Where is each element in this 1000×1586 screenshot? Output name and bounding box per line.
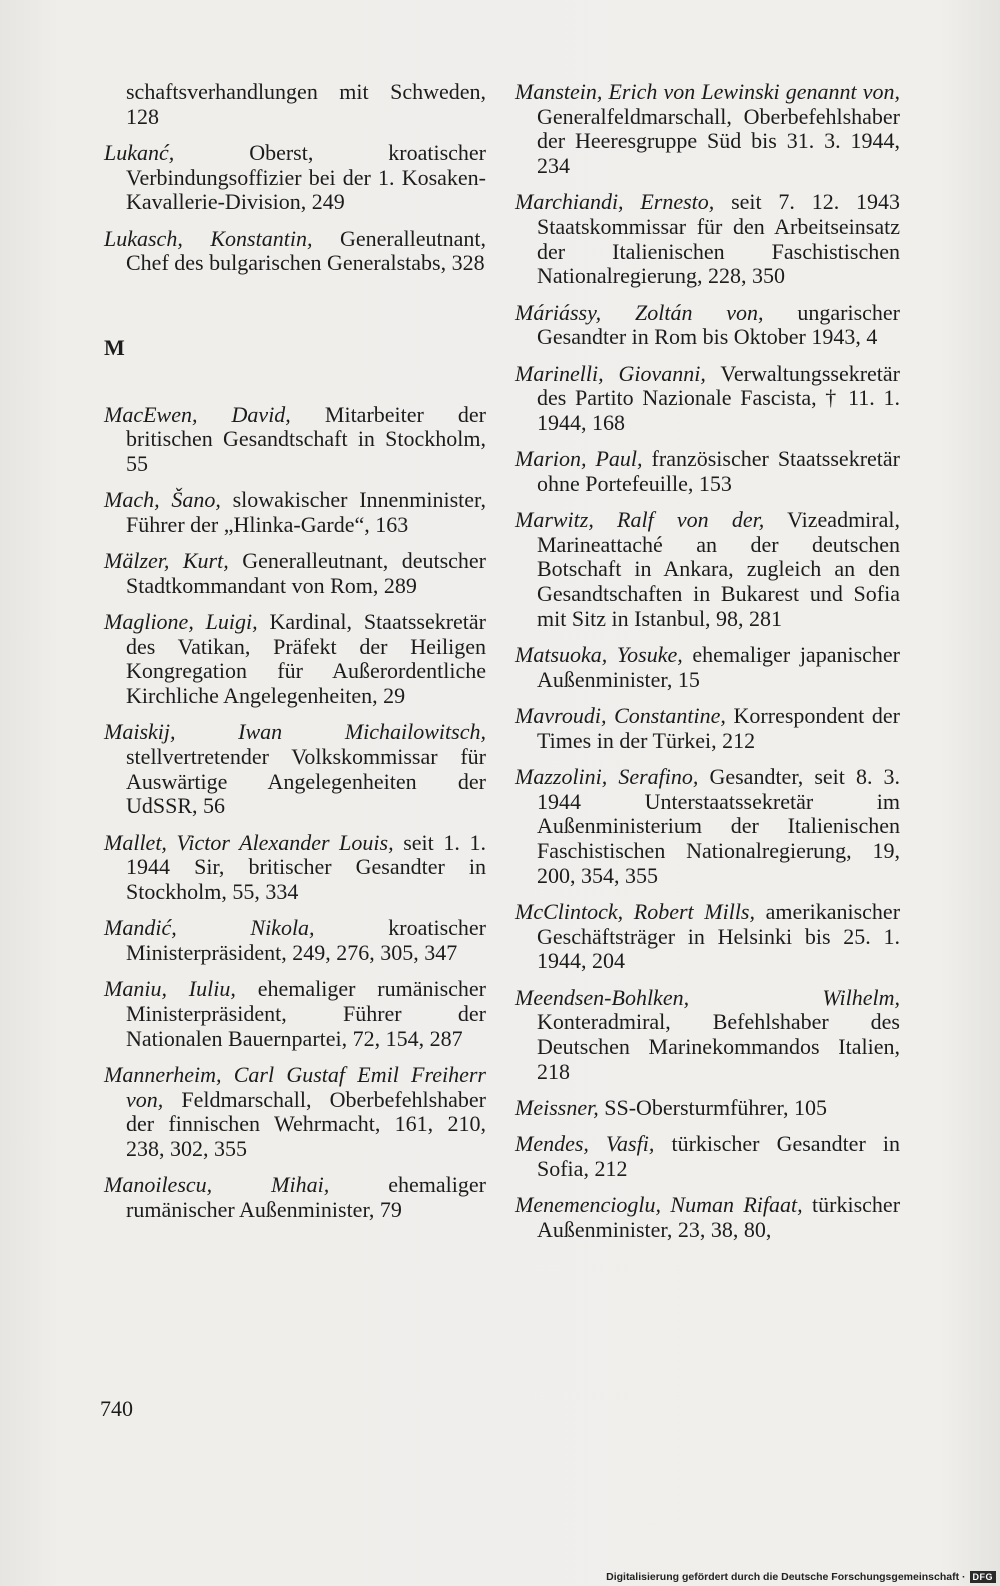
entry-description: amerikanischer Geschäftsträger in Helsinki bis 25. 1. 1944, 204	[537, 898, 901, 974]
entry-description: Verwaltungssekretär des Partito Nazionale Fascista, † 11. 1. 1944, 168	[537, 360, 901, 435]
entry-description: stellvertretender Volkskommissar für Auswärtige Angelegenheiten der UdSSR, 56	[126, 744, 486, 819]
index-entry	[104, 610, 486, 709]
index-column-right	[515, 80, 900, 1254]
entry-name: Mannerheim, Carl Gustaf Emil Freiherr von,	[104, 1061, 486, 1112]
entry-name: Lukasch, Konstantin,	[104, 225, 313, 251]
entry-name: Manstein, Erich von Lewinski genannt von,	[515, 79, 900, 104]
entry-description: Feldmarschall, Oberbefehlshaber der finnischen Wehrmacht, 161, 210, 238, 302, 355	[126, 1086, 487, 1161]
entry-name: Lukanć,	[104, 139, 175, 165]
entry-name: Mandić, Nikola,	[104, 915, 315, 941]
index-entry	[104, 549, 486, 598]
entry-name: Meissner,	[515, 1094, 599, 1120]
entry-description: Generalfeldmarschall, Oberbefehlshaber der Heeresgruppe Süd bis 31. 3. 1944, 234	[537, 103, 900, 179]
entry-name: Mallet, Victor Alexander Louis,	[104, 829, 394, 855]
entry-description: Kardinal, Staatssekretär des Vatikan, Präfekt der Heiligen Kongregation für Außerordentliche Kirchliche Angelegenheiten, 29	[126, 609, 486, 709]
entry-name: Mach, Šano,	[104, 487, 221, 513]
index-entry	[515, 508, 900, 632]
entry-name: Mazzolini, Serafino,	[515, 763, 699, 789]
index-entry	[515, 900, 900, 974]
index-entry	[104, 916, 486, 965]
index-entry	[515, 704, 900, 753]
entry-name: Marion, Paul,	[515, 446, 643, 472]
entry-name: Maniu, Iuliu,	[104, 976, 236, 1002]
index-entry	[515, 765, 900, 889]
index-entry	[515, 643, 900, 692]
entry-description: Mitarbeiter der britischen Gesandtschaft in Stockholm, 55	[126, 401, 487, 477]
entry-description: slowakischer Innenminister, Führer der „Hlinka-Garde“, 163	[126, 487, 487, 537]
index-entry	[515, 1193, 900, 1242]
index-entry	[104, 977, 486, 1051]
entry-name: Marinelli, Giovanni,	[515, 360, 706, 386]
index-entry	[515, 190, 900, 289]
entry-description: Generalleutnant, Chef des bulgarischen Generalstabs, 328	[126, 225, 486, 276]
entry-description: Generalleutnant, deutscher Stadtkommandant von Rom, 289	[126, 548, 487, 598]
section-letter: M	[104, 334, 125, 360]
entry-description: ehemaliger japanischer Außenminister, 15	[537, 642, 900, 692]
entry-name: Mendes, Vasfi,	[515, 1131, 655, 1157]
entry-name: Menemencioglu, Numan Rifaat,	[515, 1191, 803, 1217]
entry-name: Meendsen-Bohlken, Wilhelm,	[515, 984, 900, 1010]
digitization-footer	[606, 1571, 996, 1583]
index-entry	[104, 141, 486, 215]
index-entry	[104, 403, 486, 477]
entry-name: Máriássy, Zoltán von,	[515, 299, 764, 325]
entry-text: schaftsverhandlungen mit Schweden, 128	[126, 79, 486, 129]
entry-description: ehemaliger rumänischer Außenminister, 79	[126, 1172, 486, 1222]
entry-description: kroatischer Ministerpräsident, 249, 276, 305, 347	[126, 915, 486, 965]
entry-name: Maiskij, Iwan Michailowitsch,	[104, 719, 486, 745]
index-entry	[104, 831, 486, 905]
entry-name: Maglione, Luigi,	[104, 609, 258, 635]
index-entry	[104, 1063, 486, 1162]
entry-name: McClintock, Robert Mills,	[515, 898, 755, 924]
entry-name: MacEwen, David,	[104, 401, 291, 427]
index-entry	[515, 362, 900, 436]
page-number: 740	[100, 1396, 133, 1421]
index-entry	[515, 301, 900, 350]
index-entry-continuation	[104, 80, 486, 129]
entry-description: türkischer Außenminister, 23, 38, 80,	[537, 1191, 901, 1242]
index-entry	[515, 1096, 900, 1121]
entry-description: Konteradmiral, Befehlshaber des Deutschen Marinekommandos Italien, 218	[537, 1009, 900, 1084]
entry-name: Marwitz, Ralf von der,	[515, 507, 765, 533]
entry-description: SS-Obersturmführer, 105	[604, 1094, 827, 1120]
entry-description: französischer Staatssekretär ohne Portefeuille, 153	[537, 446, 900, 496]
index-entry	[104, 488, 486, 537]
entry-name: Marchiandi, Ernesto,	[515, 189, 715, 215]
entry-description: seit 1. 1. 1944 Sir, britischer Gesandter in Stockholm, 55, 334	[126, 829, 486, 905]
entry-description: Gesandter, seit 8. 3. 1944 Unterstaatssekretär im Außenministerium der Italienischen Faschistischen Nationalregierung, 19, 200, 354, 355	[537, 763, 900, 888]
index-entry	[515, 80, 900, 179]
index-entry	[515, 447, 900, 496]
index-entry	[104, 227, 486, 276]
index-column-left	[104, 80, 486, 1234]
entry-description: ungarischer Gesandter in Rom bis Oktober 1943, 4	[537, 299, 900, 350]
entry-description: Korrespondent der Times in der Türkei, 212	[537, 702, 900, 753]
footer-text: Digitalisierung gefördert durch die Deutsche Forschungsgemeinschaft ·	[606, 1571, 966, 1583]
entry-description: Vizeadmiral, Marineattaché an der deutschen Botschaft in Ankara, zugleich an den Gesandtschaften in Bukarest und Sofia mit Sitz in Istanbul, 98, 281	[537, 507, 900, 631]
index-entry	[515, 986, 900, 1085]
index-entry	[515, 1132, 900, 1181]
entry-description: seit 7. 12. 1943 Staatskommissar für den Arbeitseinsatz der Italienischen Faschistischen Nationalregierung, 228, 350	[537, 189, 901, 289]
dfg-logo: DFG	[970, 1571, 997, 1583]
index-entry	[104, 720, 486, 819]
entry-description: Oberst, kroatischer Verbindungsoffizier bei der 1. Kosaken-Kavallerie-Division, 249	[126, 139, 486, 215]
index-entry	[104, 1173, 486, 1222]
entry-name: Mavroudi, Constantine,	[515, 702, 726, 728]
entry-name: Matsuoka, Yosuke,	[515, 642, 683, 668]
entry-name: Mälzer, Kurt,	[104, 548, 229, 574]
entry-name: Manoilescu, Mihai,	[104, 1172, 330, 1198]
entry-description: türkischer Gesandter in Sofia, 212	[537, 1131, 901, 1181]
entry-description: ehemaliger rumänischer Ministerpräsident, Führer der Nationalen Bauernpartei, 72, 154, 287	[126, 976, 486, 1051]
